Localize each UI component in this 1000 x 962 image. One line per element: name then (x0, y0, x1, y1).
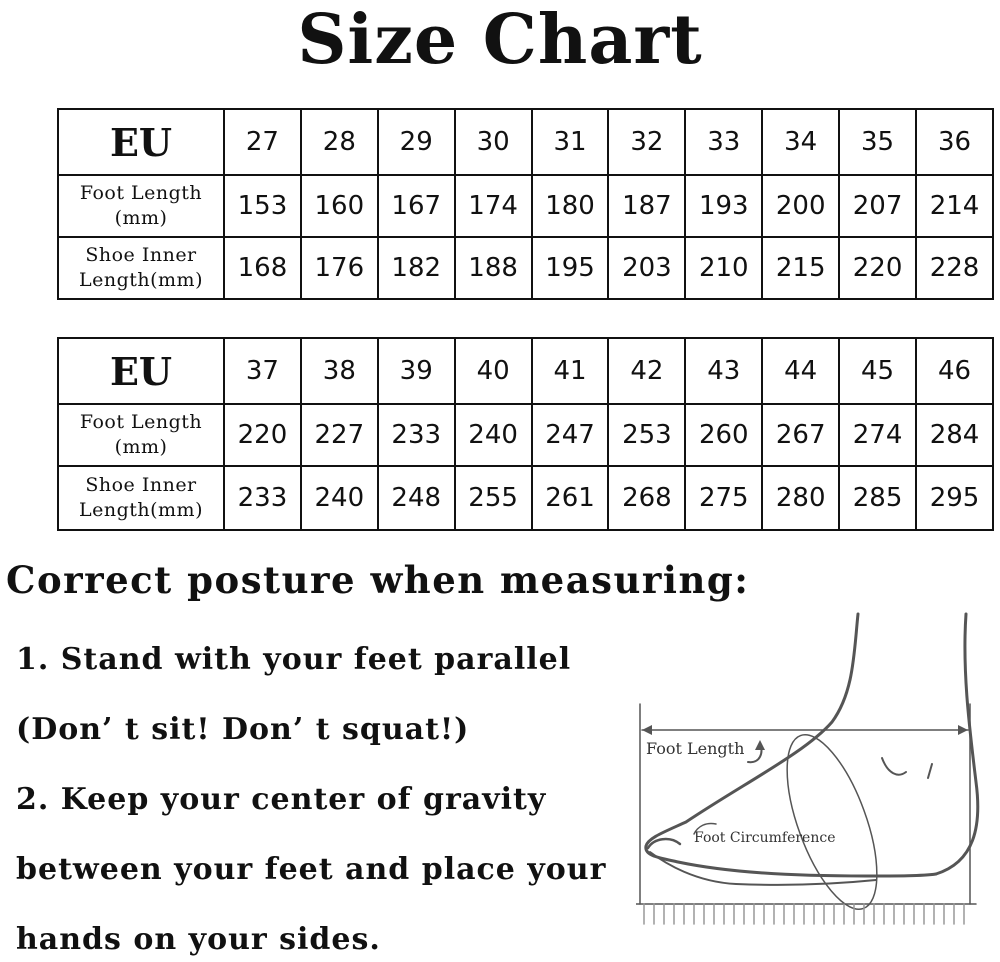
inner-length-cell: 220 (839, 237, 916, 299)
foot-length-cell: 193 (685, 175, 762, 237)
foot-length-cell: 187 (608, 175, 685, 237)
inner-length-cell: 182 (378, 237, 455, 299)
eu-size-cell: 39 (378, 338, 455, 404)
foot-length-label: Foot Length (mm) (79, 182, 203, 229)
inner-length-cell: 268 (608, 466, 685, 530)
eu-size-cell: 42 (608, 338, 685, 404)
eu-size-cell: 30 (455, 109, 532, 175)
foot-length-cell: 284 (916, 404, 993, 466)
inner-length-cell: 210 (685, 237, 762, 299)
table-row-inner-length (58, 237, 993, 299)
inner-length-label: Shoe Inner Length(mm) (79, 244, 203, 291)
table-row-foot-length (58, 404, 993, 466)
eu-size-cell: 34 (762, 109, 839, 175)
eu-size-cell: 43 (685, 338, 762, 404)
ground-hatching (644, 904, 964, 924)
foot-length-cell: 200 (762, 175, 839, 237)
foot-circumference-loop (769, 724, 896, 920)
inner-length-cell: 295 (916, 466, 993, 530)
inner-length-cell: 233 (224, 466, 301, 530)
inner-length-cell: 215 (762, 237, 839, 299)
eu-size-cell: 45 (839, 338, 916, 404)
inner-length-cell: 203 (608, 237, 685, 299)
inner-length-cell: 280 (762, 466, 839, 530)
foot-length-cell: 233 (378, 404, 455, 466)
inner-length-cell: 248 (378, 466, 455, 530)
foot-length-cell: 174 (455, 175, 532, 237)
inner-length-cell: 255 (455, 466, 532, 530)
eu-size-cell: 40 (455, 338, 532, 404)
size-table-2 (57, 337, 994, 531)
inner-length-cell: 261 (532, 466, 609, 530)
page-title: Size Chart (297, 0, 703, 80)
eu-size-cell: 29 (378, 109, 455, 175)
inner-length-cell: 285 (839, 466, 916, 530)
table-row-eu (58, 109, 993, 175)
instruction-line: between your feet and place your (16, 852, 607, 887)
posture-heading: Correct posture when measuring: (6, 558, 750, 602)
foot-length-cell: 220 (224, 404, 301, 466)
eu-label: EU (58, 109, 224, 175)
table-row-foot-length (58, 175, 993, 237)
foot-length-cell: 247 (532, 404, 609, 466)
eu-size-cell: 38 (301, 338, 378, 404)
foot-length-diagram-label: Foot Length (646, 739, 745, 758)
leg-back-outline (936, 614, 978, 874)
foot-length-cell: 253 (608, 404, 685, 466)
foot-length-label: Foot Length (mm) (79, 411, 203, 458)
instruction-line: 1. Stand with your feet parallel (16, 642, 572, 677)
inner-length-cell: 240 (301, 466, 378, 530)
foot-length-cell: 227 (301, 404, 378, 466)
instruction-line: hands on your sides. (16, 922, 381, 957)
foot-length-cell: 267 (762, 404, 839, 466)
foot-length-cell: 214 (916, 175, 993, 237)
inner-length-cell: 176 (301, 237, 378, 299)
foot-measurement-diagram-icon (636, 612, 986, 932)
size-table-1 (57, 108, 994, 300)
eu-size-cell: 36 (916, 109, 993, 175)
eu-size-cell: 46 (916, 338, 993, 404)
eu-size-cell: 32 (608, 109, 685, 175)
eu-size-cell: 37 (224, 338, 301, 404)
inner-length-cell: 188 (455, 237, 532, 299)
eu-size-cell: 27 (224, 109, 301, 175)
inner-length-cell: 228 (916, 237, 993, 299)
foot-length-cell: 180 (532, 175, 609, 237)
foot-length-cell: 160 (301, 175, 378, 237)
foot-length-cell: 240 (455, 404, 532, 466)
foot-length-cell: 260 (685, 404, 762, 466)
inner-length-cell: 195 (532, 237, 609, 299)
eu-size-cell: 35 (839, 109, 916, 175)
eu-size-cell: 33 (685, 109, 762, 175)
eu-size-cell: 31 (532, 109, 609, 175)
foot-length-cell: 153 (224, 175, 301, 237)
table-row-inner-length (58, 466, 993, 530)
instruction-line: (Don’ t sit! Don’ t squat!) (16, 712, 470, 747)
eu-label: EU (58, 338, 224, 404)
foot-length-cell: 167 (378, 175, 455, 237)
eu-size-cell: 44 (762, 338, 839, 404)
inner-length-label: Shoe Inner Length(mm) (79, 474, 203, 521)
inner-length-cell: 275 (685, 466, 762, 530)
instruction-line: 2. Keep your center of gravity (16, 782, 547, 817)
foot-circumference-diagram-label: Foot Circumference (694, 830, 836, 846)
table-row-eu (58, 338, 993, 404)
foot-length-cell: 207 (839, 175, 916, 237)
foot-length-cell: 274 (839, 404, 916, 466)
eu-size-cell: 28 (301, 109, 378, 175)
eu-size-cell: 41 (532, 338, 609, 404)
inner-length-cell: 168 (224, 237, 301, 299)
